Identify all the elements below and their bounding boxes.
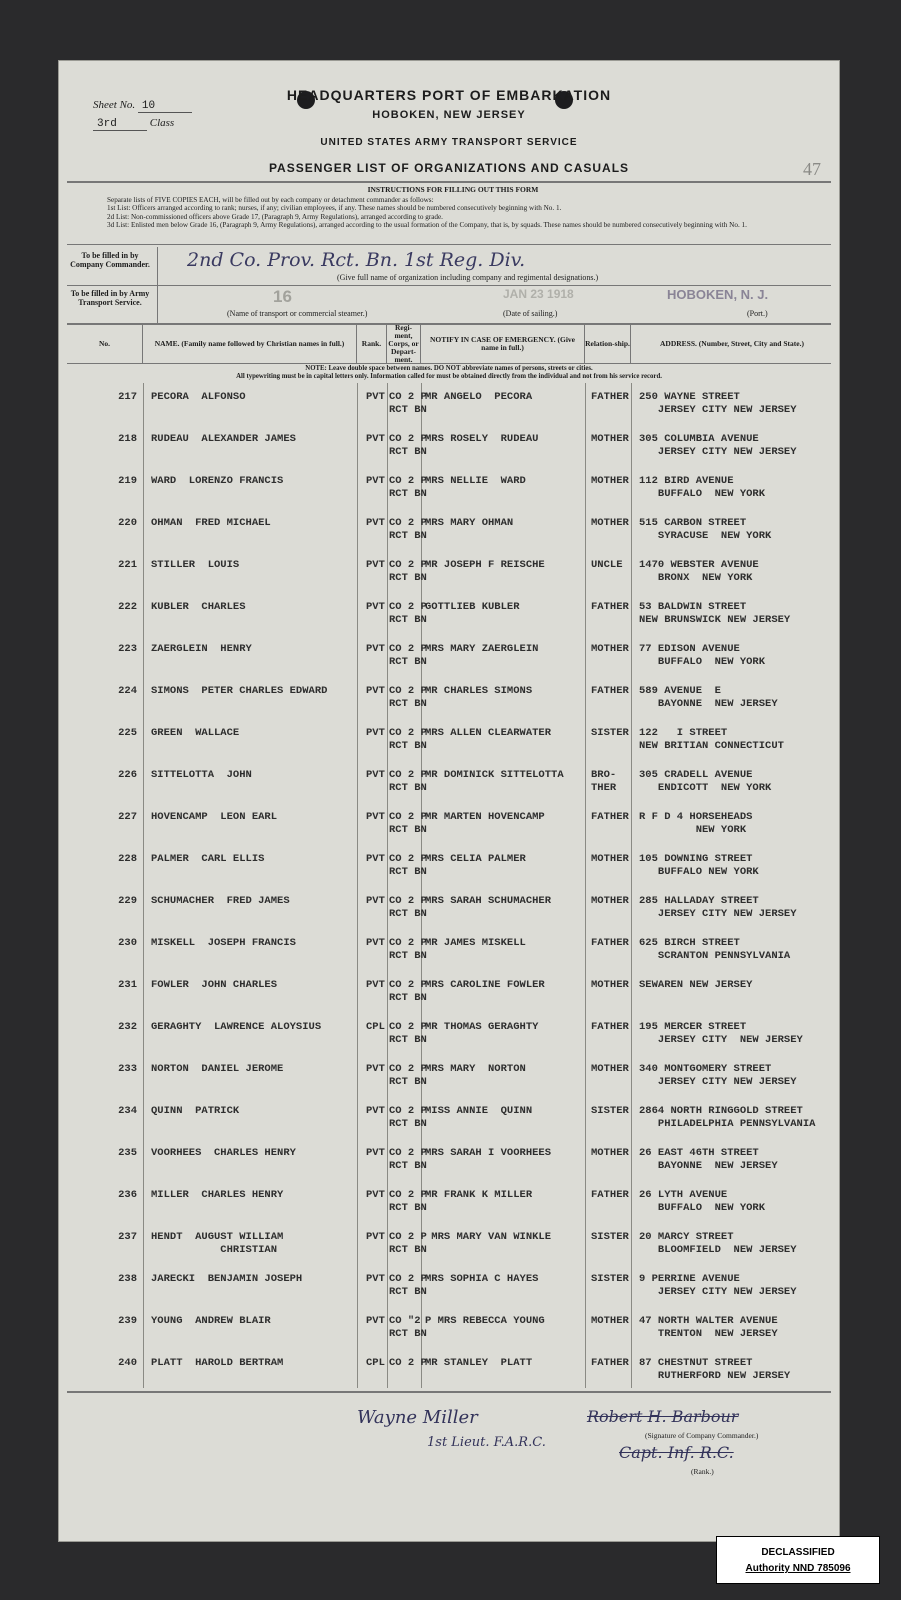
- row-regiment: CO 2 P RCT BN: [389, 1021, 427, 1046]
- row-notify: MR JAMES MISKELL: [425, 937, 526, 949]
- row-address-line2: BAYONNE NEW JERSEY: [639, 1160, 778, 1172]
- row-relationship: MOTHER: [591, 853, 629, 865]
- row-rank: PVT: [366, 1273, 385, 1285]
- col-regiment: Regi-ment, Corps, or Depart-ment.: [387, 325, 421, 363]
- col-name: NAME. (Family name followed by Christian names in full.): [143, 325, 357, 363]
- row-number: 229: [118, 895, 137, 907]
- fill-in-section: [67, 247, 831, 325]
- row-address-line2: BUFFALO NEW YORK: [639, 1202, 766, 1214]
- col-address: ADDRESS. (Number, Street, City and State.): [660, 339, 804, 348]
- row-address-line2: BRONX NEW YORK: [639, 572, 753, 584]
- row-relationship: FATHER: [591, 1189, 629, 1201]
- row-notify: GOTTLIEB KUBLER: [425, 601, 520, 613]
- row-address-line1: 340 MONTGOMERY STREET: [639, 1063, 772, 1075]
- table-row: [67, 853, 831, 895]
- row-relationship: MOTHER: [591, 1147, 629, 1159]
- row-rank: PVT: [366, 727, 385, 739]
- row-number: 231: [118, 979, 137, 991]
- class-value: 3rd: [93, 118, 147, 131]
- row-rank: PVT: [366, 475, 385, 487]
- row-notify: MRS ROSELY RUDEAU: [425, 433, 539, 445]
- row-name: STILLER LOUIS: [151, 559, 240, 571]
- row-address-line1: 77 EDISON AVENUE: [639, 643, 740, 655]
- row-regiment: CO 2 P RCT BN: [389, 1189, 427, 1214]
- row-name: GREEN WALLACE: [151, 727, 240, 739]
- table-row: [67, 643, 831, 685]
- row-regiment: CO 2 P RCT BN: [389, 1063, 427, 1088]
- row-address-line2: BUFFALO NEW YORK: [639, 656, 766, 668]
- row-notify: MRS NELLIE WARD: [425, 475, 526, 487]
- transport-service-label: To be filled in by Army Transport Service.: [70, 289, 150, 307]
- row-relationship: MOTHER: [591, 895, 629, 907]
- row-number: 221: [118, 559, 137, 571]
- table-row: [67, 895, 831, 937]
- row-rank: PVT: [366, 769, 385, 781]
- row-name: QUINN PATRICK: [151, 1105, 240, 1117]
- row-number: 219: [118, 475, 137, 487]
- table-row: [67, 1315, 831, 1357]
- row-notify: MR ANGELO PECORA: [425, 391, 533, 403]
- row-rank: PVT: [366, 1105, 385, 1117]
- row-name: PECORA ALFONSO: [151, 391, 246, 403]
- row-rank: PVT: [366, 895, 385, 907]
- row-rank: CPL: [366, 1021, 385, 1033]
- row-notify: MR STANLEY PLATT: [425, 1357, 533, 1369]
- table-row: [67, 517, 831, 559]
- row-relationship: SISTER: [591, 727, 629, 739]
- instructions: [67, 181, 831, 245]
- col-relationship: Relation-ship.: [585, 325, 631, 363]
- declassified-label: DECLASSIFIED: [761, 1547, 835, 1558]
- instructions-line: 1st List: Officers arranged according to rank; nurses, if any; civilian employees, if any. These names should be numbered consecutively beginning with No. 1.: [107, 204, 562, 212]
- row-address-line2: JERSEY CITY NEW JERSEY: [639, 1286, 797, 1298]
- page-number: 47: [803, 159, 821, 179]
- row-number: 222: [118, 601, 137, 613]
- row-rank: PVT: [366, 937, 385, 949]
- row-address-line2: NEW BRITIAN CONNECTICUT: [639, 740, 784, 752]
- row-address-line2: TRENTON NEW JERSEY: [639, 1328, 778, 1340]
- row-relationship: MOTHER: [591, 1315, 629, 1327]
- row-notify: MRS SOPHIA C HAYES: [425, 1273, 539, 1285]
- sailing-date: JAN 23 1918: [503, 287, 574, 301]
- row-name: MISKELL JOSEPH FRANCIS: [151, 937, 296, 949]
- table-row: [67, 1231, 831, 1273]
- table-row: [67, 769, 831, 811]
- signature-officer-rank: 1st Lieut. F.A.R.C.: [427, 1435, 546, 1450]
- row-address-line2: JERSEY CITY NEW JERSEY: [639, 446, 797, 458]
- organization-caption: (Give full name of organization including company and regimental designations.): [337, 273, 599, 282]
- rank-caption: (Rank.): [691, 1467, 714, 1476]
- row-number: 239: [118, 1315, 137, 1327]
- row-relationship: FATHER: [591, 937, 629, 949]
- row-rank: PVT: [366, 601, 385, 613]
- row-address-line2: JERSEY CITY NEW JERSEY: [639, 1076, 797, 1088]
- row-regiment: CO 2 P RCT BN: [389, 559, 427, 584]
- table-row: [67, 811, 831, 853]
- row-relationship: FATHER: [591, 601, 629, 613]
- col-no: No.: [67, 325, 143, 363]
- row-relationship: FATHER: [591, 811, 629, 823]
- table-row: [67, 1273, 831, 1315]
- row-rank: PVT: [366, 643, 385, 655]
- table-row: [67, 1063, 831, 1105]
- row-regiment: CO "2 RCT BN: [389, 1315, 427, 1340]
- row-number: 224: [118, 685, 137, 697]
- row-notify: MR DOMINICK SITTELOTTA: [425, 769, 564, 781]
- table-row: [67, 559, 831, 601]
- row-relationship: BRO- THER: [591, 769, 617, 794]
- row-notify: MRS SARAH SCHUMACHER: [425, 895, 552, 907]
- row-address-line1: 285 HALLADAY STREET: [639, 895, 759, 907]
- title-location: HOBOKEN, NEW JERSEY: [372, 109, 526, 121]
- row-regiment: CO 2 P RCT BN: [389, 1105, 427, 1130]
- row-name: FOWLER JOHN CHARLES: [151, 979, 278, 991]
- row-regiment: CO 2 P RCT BN: [389, 1231, 427, 1256]
- row-relationship: MOTHER: [591, 433, 629, 445]
- row-rank: PVT: [366, 559, 385, 571]
- row-rank: PVT: [366, 853, 385, 865]
- row-address-line1: 2864 NORTH RINGGOLD STREET: [639, 1105, 803, 1117]
- row-number: 230: [118, 937, 137, 949]
- table-row: [67, 1189, 831, 1231]
- row-address-line2: BAYONNE NEW JERSEY: [639, 698, 778, 710]
- row-regiment: CO 2 P RCT BN: [389, 643, 427, 668]
- row-address-line1: SEWAREN NEW JERSEY: [639, 979, 753, 991]
- row-rank: PVT: [366, 1315, 385, 1327]
- instructions-line: 2d List: Non-commissioned officers above Grade 17, (Paragraph 9, Army Regulations), arranged according to grade.: [107, 212, 443, 221]
- row-regiment: CO 2 P RCT BN: [389, 601, 427, 626]
- organization-name: 2nd Co. Prov. Rct. Bn. 1st Reg. Div.: [187, 249, 526, 271]
- row-rank: PVT: [366, 979, 385, 991]
- row-relationship: FATHER: [591, 1021, 629, 1033]
- row-number: 235: [118, 1147, 137, 1159]
- table-row: [67, 391, 831, 433]
- row-rank: PVT: [366, 811, 385, 823]
- passenger-list-sheet: [58, 60, 840, 1542]
- row-address-line1: 87 CHESTNUT STREET: [639, 1357, 753, 1369]
- signature-section: [67, 1391, 831, 1533]
- row-relationship: MOTHER: [591, 475, 629, 487]
- row-address-line1: 20 MARCY STREET: [639, 1231, 734, 1243]
- row-address-line1: R F D 4 HORSEHEADS: [639, 811, 753, 823]
- table-row: [67, 1147, 831, 1189]
- title-passenger-list: PASSENGER LIST OF ORGANIZATIONS AND CASUALS: [268, 161, 630, 175]
- transport-number: 16: [273, 287, 292, 306]
- table-row: [67, 601, 831, 643]
- row-address-line2: BLOOMFIELD NEW JERSEY: [639, 1244, 797, 1256]
- row-notify: MRS SARAH I VOORHEES: [425, 1147, 552, 1159]
- passenger-table: [67, 383, 831, 1388]
- row-rank: PVT: [366, 1147, 385, 1159]
- row-relationship: FATHER: [591, 685, 629, 697]
- row-name: RUDEAU ALEXANDER JAMES: [151, 433, 296, 445]
- row-address-line1: 53 BALDWIN STREET: [639, 601, 747, 613]
- note-line: All typewriting must be in capital letters only. Information called for must be obtained directly from the individual and not from his service record.: [236, 373, 662, 380]
- row-rank: CPL: [366, 1357, 385, 1369]
- table-row: [67, 475, 831, 517]
- row-rank: PVT: [366, 391, 385, 403]
- row-address-line2: NEW BRUNSWICK NEW JERSEY: [639, 614, 791, 626]
- row-name: HOVENCAMP LEON EARL: [151, 811, 278, 823]
- row-regiment: CO 2 P RCT BN: [389, 853, 427, 878]
- class-label: Class: [149, 117, 175, 129]
- signature-commander: Robert H. Barbour: [587, 1407, 739, 1426]
- row-address-line1: 47 NORTH WALTER AVENUE: [639, 1315, 778, 1327]
- row-number: 233: [118, 1063, 137, 1075]
- row-number: 234: [118, 1105, 137, 1117]
- row-name: SITTELOTTA JOHN: [151, 769, 252, 781]
- row-address-line1: 1470 WEBSTER AVENUE: [639, 559, 759, 571]
- row-address-line1: 515 CARBON STREET: [639, 517, 747, 529]
- table-row: [67, 685, 831, 727]
- note-line: NOTE: Leave double space between names. DO NOT abbreviate names of persons, streets or cities.: [305, 365, 593, 372]
- row-number: 232: [118, 1021, 137, 1033]
- row-address-line2: ENDICOTT NEW YORK: [639, 782, 772, 794]
- row-name: KUBLER CHARLES: [151, 601, 246, 613]
- row-name: WARD LORENZO FRANCIS: [151, 475, 284, 487]
- table-row: [67, 433, 831, 475]
- row-number: 218: [118, 433, 137, 445]
- row-notify: MR JOSEPH F REISCHE: [425, 559, 545, 571]
- row-name: PLATT HAROLD BERTRAM: [151, 1357, 284, 1369]
- row-address-line2: BUFFALO NEW YORK: [639, 866, 759, 878]
- instructions-line: Separate lists of FIVE COPIES EACH, will be filled out by each company or detachment commander as follows:: [107, 195, 434, 204]
- row-name: PALMER CARL ELLIS: [151, 853, 265, 865]
- row-notify: MR THOMAS GERAGHTY: [425, 1021, 539, 1033]
- row-relationship: MOTHER: [591, 979, 629, 991]
- instructions-line: 3d List: Enlisted men below Grade 16, (Paragraph 9, Army Regulations), arranged according to the usual formation of the Company, that is, by squads. These names should be numbered consecutively beginning with No. 1.: [107, 221, 747, 229]
- row-regiment: CO 2 P RCT BN: [389, 937, 427, 962]
- row-address-line2: NEW YORK: [639, 824, 747, 836]
- signature-officer: Wayne Miller: [357, 1407, 478, 1428]
- row-regiment: CO 2 P RCT BN: [389, 433, 427, 458]
- row-regiment: CO 2 P RCT BN: [389, 517, 427, 542]
- row-name: HENDT AUGUST WILLIAM CHRISTIAN: [151, 1231, 284, 1256]
- row-notify: MRS CELIA PALMER: [425, 853, 526, 865]
- row-address-line1: 9 PERRINE AVENUE: [639, 1273, 740, 1285]
- table-row: [67, 979, 831, 1021]
- row-notify: MRS MARY NORTON: [425, 1063, 526, 1075]
- sheet-number: 10: [138, 100, 192, 113]
- row-number: 227: [118, 811, 137, 823]
- row-rank: PVT: [366, 433, 385, 445]
- date-caption: (Date of sailing.): [503, 309, 558, 318]
- row-regiment: CO 2 P: [389, 1357, 427, 1369]
- row-number: 238: [118, 1273, 137, 1285]
- row-rank: PVT: [366, 1063, 385, 1075]
- row-regiment: CO 2 P RCT BN: [389, 811, 427, 836]
- row-regiment: CO 2 P RCT BN: [389, 895, 427, 920]
- title-headquarters: HEADQUARTERS PORT OF EMBARKATION: [286, 87, 612, 103]
- row-notify: MR CHARLES SIMONS: [425, 685, 533, 697]
- row-address-line1: 589 AVENUE E: [639, 685, 721, 697]
- row-address-line2: JERSEY CITY NEW JERSEY: [639, 404, 797, 416]
- row-address-line1: 305 CRADELL AVENUE: [639, 769, 753, 781]
- form-note: [67, 365, 831, 381]
- row-name: VOORHEES CHARLES HENRY: [151, 1147, 296, 1159]
- row-regiment: CO 2 P RCT BN: [389, 769, 427, 794]
- row-notify: MRS MARY VAN WINKLE: [425, 1231, 552, 1243]
- row-number: 228: [118, 853, 137, 865]
- row-notify: MR MARTEN HOVENCAMP: [425, 811, 545, 823]
- row-regiment: CO 2 P RCT BN: [389, 1273, 427, 1298]
- row-name: JARECKI BENJAMIN JOSEPH: [151, 1273, 303, 1285]
- row-regiment: CO 2 P RCT BN: [389, 1147, 427, 1172]
- commander-rank: Capt. Inf. R.C.: [619, 1443, 734, 1462]
- row-notify: P MRS REBECCA YOUNG: [425, 1315, 545, 1327]
- row-address-line2: SYRACUSE NEW YORK: [639, 530, 772, 542]
- row-address-line1: 195 MERCER STREET: [639, 1021, 747, 1033]
- row-relationship: SISTER: [591, 1105, 629, 1117]
- row-address-line1: 625 BIRCH STREET: [639, 937, 740, 949]
- row-address-line1: 105 DOWNING STREET: [639, 853, 753, 865]
- row-name: YOUNG ANDREW BLAIR: [151, 1315, 271, 1327]
- row-relationship: MOTHER: [591, 517, 629, 529]
- row-relationship: MOTHER: [591, 1063, 629, 1075]
- port-name: HOBOKEN, N. J.: [667, 287, 769, 302]
- row-address-line1: 26 LYTH AVENUE: [639, 1189, 728, 1201]
- row-relationship: FATHER: [591, 1357, 629, 1369]
- row-relationship: UNCLE: [591, 559, 623, 571]
- row-number: 217: [118, 391, 137, 403]
- company-commander-label: To be filled in by Company Commander.: [70, 251, 150, 269]
- row-notify: MRS MARY OHMAN: [425, 517, 514, 529]
- row-address-line1: 250 WAYNE STREET: [639, 391, 740, 403]
- row-name: MILLER CHARLES HENRY: [151, 1189, 284, 1201]
- row-number: 223: [118, 643, 137, 655]
- row-name: NORTON DANIEL JEROME: [151, 1063, 284, 1075]
- row-address-line1: 122 I STREET: [639, 727, 728, 739]
- row-regiment: CO 2 P RCT BN: [389, 475, 427, 500]
- row-rank: PVT: [366, 1189, 385, 1201]
- row-notify: MRS MARY ZAERGLEIN: [425, 643, 539, 655]
- row-regiment: CO 2 P RCT BN: [389, 391, 427, 416]
- declassified-stamp: [716, 1536, 880, 1584]
- row-number: 236: [118, 1189, 137, 1201]
- row-name: GERAGHTY LAWRENCE ALOYSIUS: [151, 1021, 322, 1033]
- row-address-line1: 26 EAST 46TH STREET: [639, 1147, 759, 1159]
- row-address-line2: RUTHERFORD NEW JERSEY: [639, 1370, 791, 1382]
- title-service: UNITED STATES ARMY TRANSPORT SERVICE: [320, 137, 578, 148]
- row-relationship: SISTER: [591, 1273, 629, 1285]
- column-headers: [67, 325, 831, 364]
- transport-caption: (Name of transport or commercial steamer.): [227, 309, 368, 318]
- row-number: 237: [118, 1231, 137, 1243]
- row-address-line1: 112 BIRD AVENUE: [639, 475, 734, 487]
- col-notify: NOTIFY IN CASE OF EMERGENCY. (Give name in full.): [421, 325, 585, 363]
- row-regiment: CO 2 P RCT BN: [389, 727, 427, 752]
- row-address-line2: BUFFALO NEW YORK: [639, 488, 766, 500]
- row-number: 225: [118, 727, 137, 739]
- row-number: 226: [118, 769, 137, 781]
- row-relationship: SISTER: [591, 1231, 629, 1243]
- row-rank: PVT: [366, 1231, 385, 1243]
- port-caption: (Port.): [747, 309, 768, 318]
- row-relationship: FATHER: [591, 391, 629, 403]
- row-name: SCHUMACHER FRED JAMES: [151, 895, 290, 907]
- row-address-line2: SCRANTON PENNSYLVANIA: [639, 950, 791, 962]
- row-address-line2: JERSEY CITY NEW JERSEY: [639, 1034, 803, 1046]
- row-regiment: CO 2 P RCT BN: [389, 979, 427, 1004]
- row-address-line1: 305 COLUMBIA AVENUE: [639, 433, 759, 445]
- table-row: [67, 1105, 831, 1147]
- row-name: SIMONS PETER CHARLES EDWARD: [151, 685, 328, 697]
- row-notify: MISS ANNIE QUINN: [425, 1105, 533, 1117]
- row-number: 220: [118, 517, 137, 529]
- declassified-authority: Authority NND 785096: [745, 1563, 851, 1574]
- row-name: OHMAN FRED MICHAEL: [151, 517, 271, 529]
- row-notify: MRS CAROLINE FOWLER: [425, 979, 545, 991]
- row-rank: PVT: [366, 517, 385, 529]
- row-notify: MRS ALLEN CLEARWATER: [425, 727, 552, 739]
- col-rank: Rank.: [357, 325, 387, 363]
- table-row: [67, 1021, 831, 1063]
- instructions-heading: INSTRUCTIONS FOR FILLING OUT THIS FORM: [367, 185, 539, 194]
- row-notify: MR FRANK K MILLER: [425, 1189, 533, 1201]
- row-rank: PVT: [366, 685, 385, 697]
- row-number: 240: [118, 1357, 137, 1369]
- signature-caption: (Signature of Company Commander.): [645, 1431, 759, 1440]
- table-row: [67, 727, 831, 769]
- table-row: [67, 937, 831, 979]
- row-address-line2: JERSEY CITY NEW JERSEY: [639, 908, 797, 920]
- row-regiment: CO 2 P RCT BN: [389, 685, 427, 710]
- row-name: ZAERGLEIN HENRY: [151, 643, 252, 655]
- row-address-line2: PHILADELPHIA PENNSYLVANIA: [639, 1118, 816, 1130]
- sheet-label: Sheet No.: [93, 99, 136, 111]
- row-relationship: MOTHER: [591, 643, 629, 655]
